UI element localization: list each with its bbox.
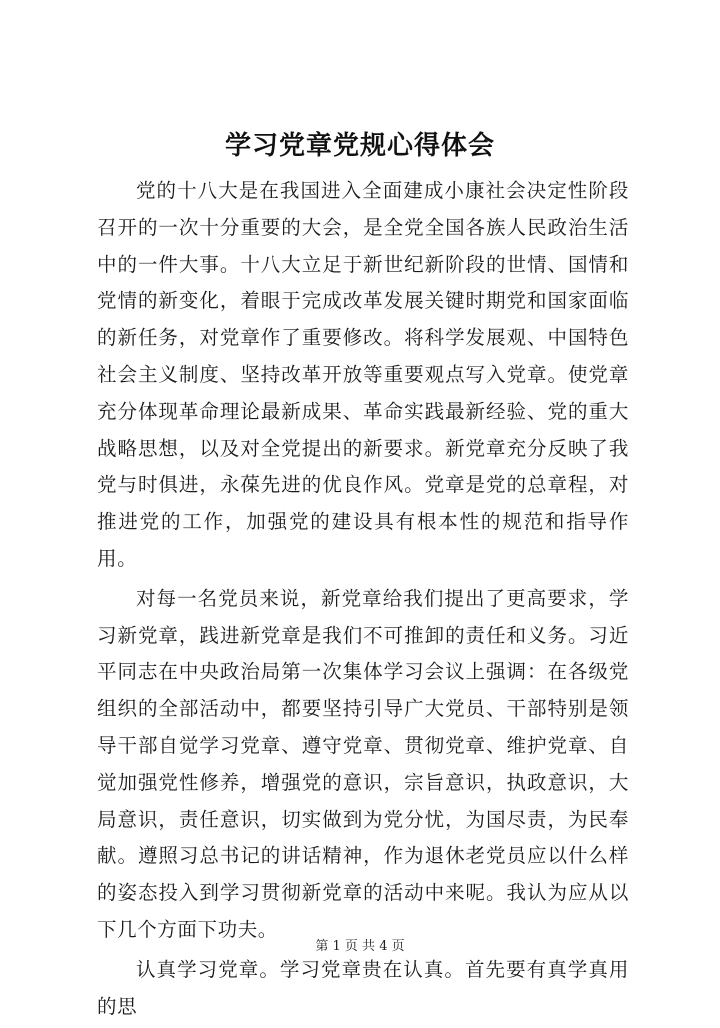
- document-body: [97, 173, 629, 1028]
- page-number-footer: 第 1 页 共 4 页: [315, 939, 405, 954]
- paragraph: 认真学习党章。学习党章贵在认真。首先要有真学真用的思: [97, 957, 629, 1018]
- document-title: 学习党章党规心得体会: [224, 131, 495, 161]
- paragraph: 对每一名党员来说，新党章给我们提出了更高要求，学习新党章，践进新党章是我们不可推卸的责任和义务。习近平同志在中央政治局第一次集体学习会议上强调：在各级党组织的全部活动中，都要坚持引导广大党员、干部特别是领导干部自觉学习党章、遵守党章、贯彻党章、维护党章、自觉加强党性修养，增强党的意识，宗旨意识，执政意识，大局意识，责任意识，切实做到为党分忧，为国尽责，为民奉献。遵照习总书记的讲话精神，作为退休老党员应以什么样的姿态投入到学习贯彻新党章的活动中来呢。我认为应从以下几个方面下功夫。: [97, 586, 629, 941]
- paragraph: 党的十八大是在我国进入全面建成小康社会决定性阶段召开的一次十分重要的大会，是全党全国各族人民政治生活中的一件大事。十八大立足于新世纪新阶段的世情、国情和党情的新变化，着眼于完成改革发展关键时期党和国家面临的新任务，对党章作了重要修改。将科学发展观、中国特色社会主义制度、坚持改革开放等重要观点写入党章。使党章充分体现革命理论最新成果、革命实践最新经验、党的重大战略思想，以及对全党提出的新要求。新党章充分反映了我党与时俱进，永葆先进的优良作风。党章是党的总章程，对推进党的工作，加强党的建设具有根本性的规范和指导作用。: [97, 179, 629, 570]
